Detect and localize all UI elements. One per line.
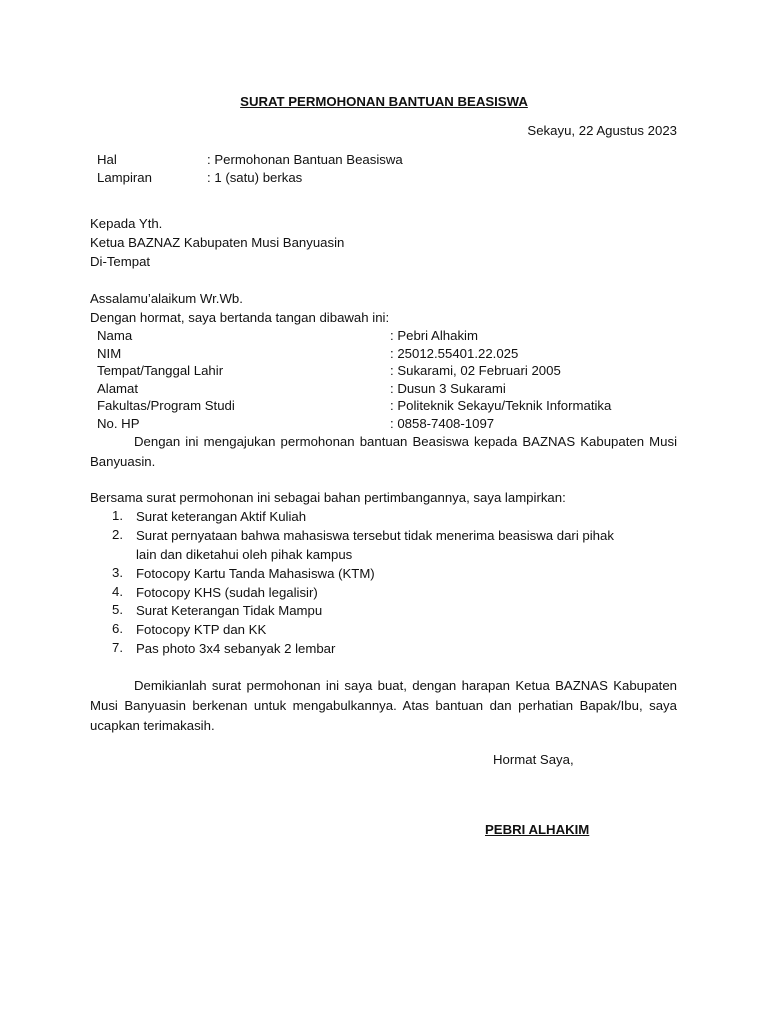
list-item-number: 4. [112,584,123,599]
list-item-number: 3. [112,565,123,580]
identity-value: : 25012.55401.22.025 [390,345,519,361]
list-item-number: 5. [112,602,123,617]
identity-row [97,327,677,345]
list-item-text: Pas photo 3x4 sebanyak 2 lembar [136,641,336,656]
list-item-number: 6. [112,621,123,636]
attachments-intro: Bersama surat permohonan ini sebagai bahan pertimbangannya, saya lampirkan: [90,490,566,505]
meta-row-lampiran [97,169,657,187]
letter-title: SURAT PERMOHONAN BANTUAN BEASISWA [240,94,528,109]
identity-value: : Dusun 3 Sukarami [390,380,506,396]
identity-label: Nama [97,328,133,343]
request-paragraph-text: Dengan ini mengajukan permohonan bantuan Beasiswa kepada BAZNAS Kabupaten Musi Banyuasin. [90,434,677,469]
meta-value: : Permohonan Bantuan Beasiswa [207,152,403,167]
greeting: Assalamu’alaikum Wr.Wb. [90,291,243,306]
recipient-place: Di-Tempat [90,254,151,269]
list-item-text: Fotocopy Kartu Tanda Mahasiswa (KTM) [136,566,375,581]
letter-date: Sekayu, 22 Agustus 2023 [527,123,677,138]
identity-label: Fakultas/Program Studi [97,398,235,413]
list-item-text: Fotocopy KHS (sudah legalisir) [136,585,318,600]
list-item-text: Fotocopy KTP dan KK [136,622,267,637]
recipient-salutation: Kepada Yth. [90,216,163,231]
identity-value: : 0858-7408-1097 [390,415,495,431]
identity-row [97,397,677,415]
meta-value: : 1 (satu) berkas [207,170,303,185]
list-item-number: 7. [112,640,123,655]
meta-label: Lampiran [97,170,152,185]
signatory-name: PEBRI ALHAKIM [485,822,590,837]
identity-row [97,415,677,433]
identity-label: Alamat [97,380,139,396]
identity-row [97,345,677,363]
identity-row [97,362,677,380]
list-item-text: Surat Keterangan Tidak Mampu [136,603,323,618]
recipient-name: Ketua BAZNAZ Kabupaten Musi Banyuasin [90,235,345,250]
identity-label: No. HP [97,415,140,431]
identity-label: Tempat/Tanggal Lahir [97,363,224,378]
identity-label: NIM [97,345,122,361]
closing-paragraph [90,676,677,736]
identity-row [97,380,677,398]
closing-salutation: Hormat Saya, [493,752,574,767]
meta-label: Hal [97,152,117,167]
list-item-text: Surat pernyataan bahwa mahasiswa tersebut tidak menerima beasiswa dari pihak lain dan diketahui oleh pihak kampus [136,528,614,562]
intro-text: Dengan hormat, saya bertanda tangan dibawah ini: [90,310,390,325]
meta-row-hal [97,151,657,169]
list-item-number: 2. [112,527,123,542]
request-paragraph [90,432,677,472]
identity-value: : Politeknik Sekayu/Teknik Informatika [390,398,612,413]
list-item-number: 1. [112,508,123,523]
identity-value: : Pebri Alhakim [390,328,478,343]
closing-paragraph-text: Demikianlah surat permohonan ini saya buat, dengan harapan Ketua BAZNAS Kabupaten Musi Banyuasin berkenan untuk mengabulkannya. Atas bantuan dan perhatian Bapak/Ibu, saya ucapkan terimakasih. [90,678,677,733]
identity-value: : Sukarami, 02 Februari 2005 [390,363,561,378]
list-item-text: Surat keterangan Aktif Kuliah [136,509,307,524]
